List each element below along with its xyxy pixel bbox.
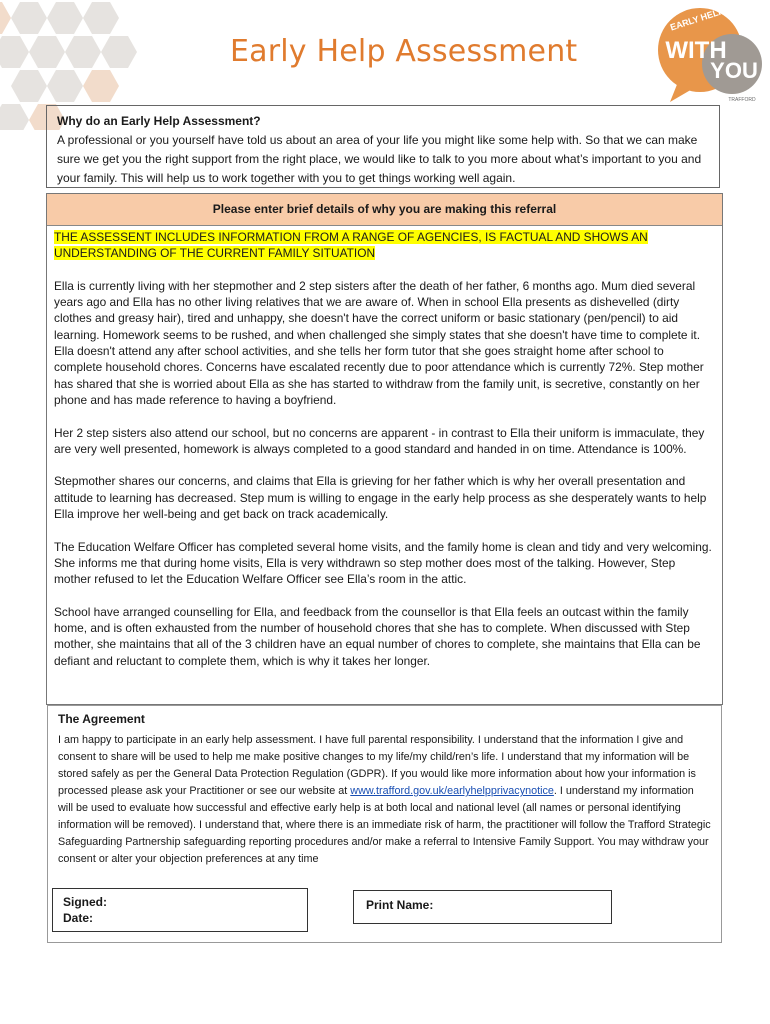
- hexagon-shape: [83, 2, 119, 34]
- hexagon-shape: [101, 36, 137, 68]
- agreement-text-part: I am happy to participate in an early help assessment. I have full parental responsibility. I understand that the information I give and consent to share will be used to help me make positive changes to my life/my child/ren’s life. I understand that my information will be stored safely as per the General Data Protection Regulation (GDPR). If you would like more information about how your information is processed please ask your Practitioner or see our website at: [58, 734, 696, 797]
- referral-paragraph: Stepmother shares our concerns, and claims that Ella is grieving for her father which is why her overall presentation and attitude to learning has decreased. Step mum is willing to engage in the early help process as she desperately wants to help Ella improve her well-being and get back on track academically.: [54, 474, 707, 522]
- logo-you-text: YOU: [710, 58, 758, 83]
- agreement-heading: The Agreement: [58, 712, 145, 726]
- hexagon-shape: [29, 36, 65, 68]
- hexagon-shape: [83, 70, 119, 102]
- referral-paragraph: Ella is currently living with her stepmother and 2 step sisters after the death of her father, 6 months ago. Mum died several years ago and Ella has no other living relatives that we are aware of. When in school Ella presents as dishevelled (dirty clothes and greasy hair), tired and unhappy, she doesn't have the correct uniform or basic stationary (pen/pencil) to aid learning. Homework seems to be rushed, and when challenged she simply states that she doesn't have time to complete it. Ella doesn't attend any after school activities, and she tells her form tutor that she goes straight home after school to complete household chores. Concerns have escalated recently due to poor attendance which is currently 72%. Step mother has shared that she is worried about Ella as she has started to withdraw from the family unit, is secretive, constantly on her phone and has made reference to having a boyfriend.: [54, 278, 704, 407]
- referral-paragraph: School have arranged counselling for Ella, and feedback from the counsellor is that Ella feels an outcast within the family home, and is often exhausted from the number of household chores that she has to complete. When discussed with Step mother, she maintains that all of the 3 children have an equal number of chores to complete, she maintains that Ella can be defiant and reluctant to complete them, which is why it takes her longer.: [54, 604, 701, 668]
- hexagon-shape: [0, 104, 29, 130]
- page-title: Early Help Assessment: [230, 34, 578, 69]
- hexagon-shape: [65, 36, 101, 68]
- privacy-notice-link[interactable]: www.trafford.gov.uk/earlyhelpprivacynotice: [350, 785, 554, 797]
- date-label: Date:: [63, 911, 94, 925]
- referral-section: [46, 193, 723, 705]
- intro-text: A professional or you yourself have told us about an area of your life you might like some help with. So that we can make sure we get you the right support from the right place, we would like to talk to you more about what’s important to you and your family. This will help us to work together with you to get things working well again.: [57, 133, 702, 185]
- logo-with-text: WITH: [665, 37, 727, 64]
- print-name-box[interactable]: [353, 890, 612, 924]
- hexagon-shape: [47, 2, 83, 34]
- signed-label: Signed:: [63, 895, 107, 909]
- early-help-with-you-logo: [648, 2, 766, 104]
- logo-trafford-text: TRAFFORD: [728, 97, 756, 103]
- agreement-text-part: . I understand my information will be used to evaluate how successful and effective early help is at both local and national level (all names or personal identifying information will be removed). I understand that, where there is an immediate risk of harm, the practitioner will follow the Trafford Strategic Safeguarding Partnership safeguarding reporting procedures and/or make a referral to Intensive Family Support. You may withdraw your consent or alter your objection preferences at any time: [58, 785, 711, 865]
- signature-date-box[interactable]: [52, 888, 308, 932]
- hexagon-shape: [11, 2, 47, 34]
- hexagon-shape: [0, 2, 11, 34]
- highlighted-note: THE ASSESSENT INCLUDES INFORMATION FROM A RANGE OF AGENCIES, IS FACTUAL AND SHOWS AN UNDERSTANDING OF THE CURRENT FAMILY SITUATION: [54, 230, 648, 261]
- referral-paragraph: The Education Welfare Officer has completed several home visits, and the family home is clean and tidy and very welcoming. She informs me that during home visits, Ella is very withdrawn so step mother does most of the talking. However, Step mother refused to let the Education Welfare Officer see Ella’s room in the attic.: [54, 539, 712, 587]
- agreement-text: [58, 732, 711, 868]
- hexagon-shape: [0, 36, 29, 68]
- intro-heading: Why do an Early Help Assessment?: [57, 114, 261, 128]
- logo-early-help-text: EARLY HELP: [668, 5, 726, 33]
- intro-box: [46, 105, 720, 188]
- referral-details-field[interactable]: [47, 226, 722, 669]
- hexagon-shape: [47, 70, 83, 102]
- referral-paragraph: Her 2 step sisters also attend our school, but no concerns are apparent - in contrast to Ella their uniform is immaculate, they are very well presented, homework is always completed to a good standard and handed in on time. Attendance is 100%.: [54, 425, 705, 456]
- hexagon-shape: [11, 70, 47, 102]
- print-name-label: Print Name:: [366, 898, 434, 912]
- referral-heading: Please enter brief details of why you are making this referral: [47, 194, 722, 226]
